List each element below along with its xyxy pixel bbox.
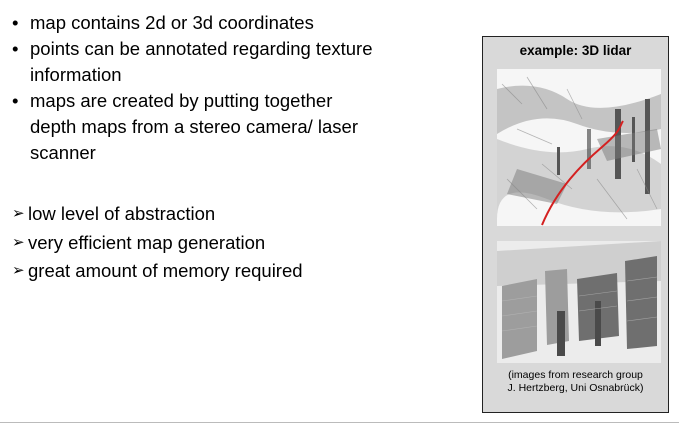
conclusion-list xyxy=(12,200,452,286)
arrow-marker: ➢ xyxy=(12,262,25,279)
conclusion-text: very efficient map generation xyxy=(28,231,266,253)
panel-title: example: 3D lidar xyxy=(519,43,632,58)
bullet-item xyxy=(12,10,452,36)
lidar-image-top xyxy=(497,69,661,226)
caption-line: J. Hertzberg, Uni Osnabrück) xyxy=(507,382,644,394)
lidar-pointcloud-bottom xyxy=(497,241,661,363)
arrow-marker: ➢ xyxy=(12,205,25,222)
conclusion-text: low level of abstraction xyxy=(28,203,216,224)
bullet-item xyxy=(12,88,452,166)
lidar-pointcloud-top xyxy=(497,69,661,226)
conclusion-item xyxy=(12,257,452,286)
bullet-list xyxy=(12,10,452,166)
caption-line: (images from research group xyxy=(508,369,643,381)
conclusion-text: great amount of memory required xyxy=(28,260,303,281)
bullet-marker: • xyxy=(12,38,19,59)
footer-divider xyxy=(0,422,679,423)
bullet-text: map contains 2d or 3d coordinates xyxy=(30,12,314,33)
lidar-image-bottom xyxy=(497,241,661,363)
image-caption xyxy=(483,369,668,395)
bullet-item xyxy=(12,36,452,88)
conclusion-item xyxy=(12,200,452,229)
bullet-text: points can be annotated regarding texture information xyxy=(30,38,373,85)
bullet-marker: • xyxy=(12,90,19,111)
bullet-text: maps are created by putting together depth maps from a stereo camera/ laser scanner xyxy=(30,90,359,163)
arrow-marker: ➢ xyxy=(12,233,25,251)
example-panel xyxy=(482,36,669,413)
bullet-marker: • xyxy=(12,12,19,33)
conclusion-item xyxy=(12,229,452,258)
